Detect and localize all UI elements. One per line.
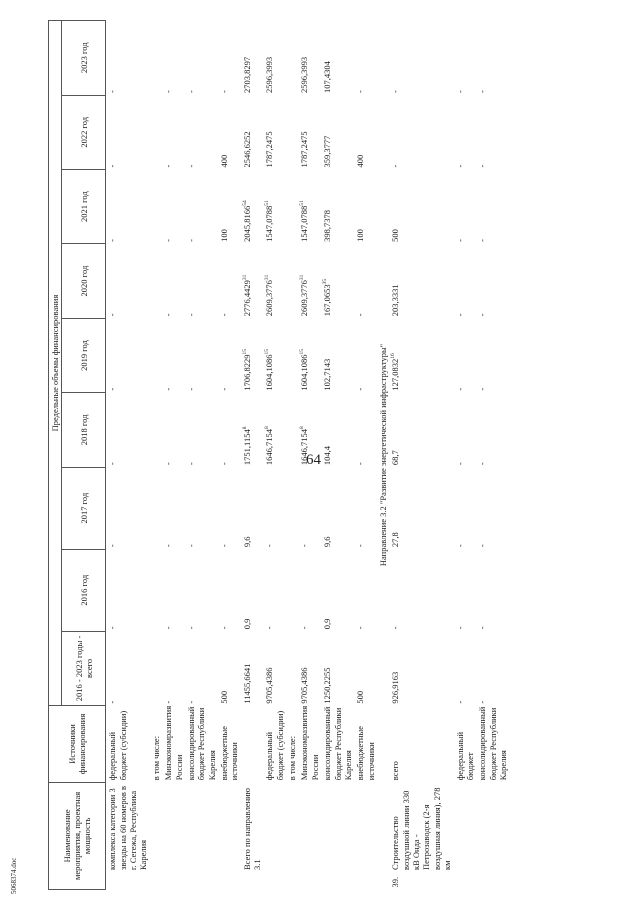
row-value: - (477, 313, 488, 317)
table-body-3-2 (389, 21, 509, 890)
header-year: 2020 год (62, 244, 106, 318)
row-value: - (218, 626, 229, 630)
footnote-ref: 15 (264, 349, 271, 355)
row-number (321, 872, 354, 890)
footnote-ref: 15 (241, 349, 248, 355)
row-total: - (163, 700, 174, 704)
row-value: - (163, 313, 174, 317)
row-value (150, 95, 162, 169)
row-value: 0,9 (322, 618, 333, 630)
row-value (241, 169, 264, 243)
header-limit: Предельные объемы финансирования (49, 21, 62, 706)
row-name (263, 782, 286, 872)
table-body-3-1 (106, 21, 377, 890)
row-value: - (477, 626, 488, 630)
footnote-ref: 31 (241, 274, 248, 281)
row-number (454, 872, 477, 890)
row-value: - (107, 239, 118, 242)
row-number (263, 872, 286, 890)
row-value (286, 318, 298, 392)
row-value: 107,4304 (322, 61, 333, 94)
row-total (150, 631, 162, 705)
row-value: - (163, 544, 174, 548)
row-value (241, 393, 264, 467)
row-value (263, 169, 286, 243)
row-value (298, 318, 321, 392)
row-value: - (355, 387, 366, 391)
row-value: 400 (218, 154, 229, 168)
value-text: 1604,1086 (299, 354, 310, 391)
row-total: 926,9163 (390, 671, 401, 704)
row-name (454, 782, 477, 872)
row-name (321, 782, 354, 872)
header-year: 2021 год (62, 169, 106, 243)
row-number: 39. (390, 876, 401, 888)
row-name (476, 782, 509, 872)
row-name (185, 782, 218, 872)
footnote-ref: 8 (241, 426, 248, 430)
row-value: - (264, 544, 275, 548)
row-number (241, 872, 264, 890)
row-number (218, 872, 241, 890)
row-source: Минэкономразвития России (299, 705, 320, 781)
row-value: - (218, 387, 229, 391)
row-source: консолидированный бюджет Республики Карелия (322, 706, 353, 781)
row-total: 500 (355, 690, 366, 704)
row-value: - (299, 626, 310, 630)
row-value: - (454, 239, 465, 242)
table-row (263, 21, 286, 890)
row-value: - (185, 313, 196, 317)
row-name (150, 782, 162, 872)
row-value: 203,3331 (390, 284, 401, 317)
row-value: - (299, 544, 310, 548)
row-value: 100 (355, 229, 366, 242)
row-value: - (185, 90, 196, 94)
value-text: 1751,1154 (241, 429, 252, 466)
row-value (286, 244, 298, 318)
footnote-ref: 54 (241, 200, 248, 206)
row-name: Всего по направлению 3.1 (241, 787, 263, 870)
row-value (150, 21, 162, 96)
row-name: комплекса категории 3 звезды на 60 номеров в г. Сегежа, Республика Карелия (107, 785, 149, 870)
row-value (286, 95, 298, 169)
rotated-table-page (48, 20, 584, 890)
financing-table (48, 20, 509, 890)
row-value (298, 169, 321, 243)
row-value: - (163, 462, 174, 466)
row-number (286, 872, 298, 890)
row-name (298, 782, 321, 872)
footnote-ref: 15 (299, 349, 306, 355)
row-source: консолидированный бюджет Республики Карелия (185, 706, 217, 781)
row-total: - (107, 700, 118, 704)
header-year: 2023 год (62, 21, 106, 96)
footnote-ref: 8 (299, 426, 306, 429)
value-text: 1646,7154 (264, 428, 275, 466)
value-text: 1547,0788 (299, 205, 310, 242)
row-total: 11455,6641 (241, 663, 252, 704)
row-name: Строительство воздушной линии 330 кВ Онда - Петрозаводск (2-я воздушная линия), 278 км (390, 787, 453, 870)
row-total (286, 631, 298, 705)
section-title: Направление 3.2 "Развитие энергетической инфраструктуры" (377, 343, 388, 567)
row-value (150, 318, 162, 392)
row-value: 27,8 (390, 532, 401, 548)
header-year: 2016 год (62, 549, 106, 631)
table-row (354, 21, 377, 890)
row-source: внебюджетные источники (355, 726, 376, 781)
row-total: - (477, 700, 488, 704)
row-value: - (218, 313, 229, 317)
value-text: 2045,8166 (241, 205, 252, 242)
row-value (286, 549, 298, 631)
row-value: 100 (218, 229, 229, 242)
row-value: 68,7 (390, 450, 401, 466)
row-value (150, 244, 162, 318)
row-number (185, 872, 218, 890)
row-value: - (107, 164, 118, 168)
row-value: - (185, 544, 196, 548)
row-number (476, 872, 509, 890)
footnote-ref: 35 (322, 278, 329, 285)
row-value: - (107, 544, 118, 548)
row-value: 1787,2475 (299, 131, 310, 168)
row-value: - (107, 313, 118, 317)
row-source: в том числе: (150, 735, 161, 781)
row-value: 500 (390, 229, 401, 242)
row-value (286, 467, 298, 549)
row-total: 1250,2255 (322, 667, 333, 704)
row-source: всего (390, 761, 401, 781)
table-row (241, 21, 264, 890)
row-value: - (454, 387, 465, 391)
row-source: федеральный бюджет (субсидии) (264, 710, 285, 781)
row-number (150, 872, 162, 890)
table-row (185, 21, 218, 890)
row-value: 9,6 (322, 536, 333, 548)
row-value: - (477, 462, 488, 466)
row-value: - (185, 462, 196, 466)
row-value (286, 169, 298, 243)
row-value: - (264, 626, 275, 630)
footer-file-name: 5068374.doc (10, 857, 18, 894)
row-name (162, 782, 185, 872)
row-value (150, 549, 162, 631)
footnote-ref: 31 (264, 274, 271, 281)
row-value (298, 393, 321, 467)
table-row (286, 21, 298, 890)
row-value: - (454, 626, 465, 630)
row-value (263, 318, 286, 392)
table-row (150, 21, 162, 890)
header-name: Наименование мероприятия, проектная мощность (49, 782, 106, 889)
table-row (321, 21, 354, 890)
row-value: 2546,6252 (241, 131, 252, 168)
row-value: 2703,8297 (241, 56, 252, 94)
table-row (218, 21, 241, 890)
row-value: - (355, 90, 366, 94)
row-value: - (355, 626, 366, 630)
row-value: 9,6 (241, 536, 252, 548)
row-value: - (477, 239, 488, 242)
row-value: - (355, 544, 366, 548)
row-value: - (107, 90, 118, 94)
value-text: 167,0653 (322, 284, 333, 317)
row-value: - (355, 462, 366, 466)
row-value: 102,7143 (322, 358, 333, 391)
row-value: - (218, 462, 229, 466)
row-value: 359,3777 (322, 135, 333, 168)
value-text: 1547,0788 (264, 205, 275, 242)
table-row (298, 21, 321, 890)
row-source: федеральный бюджет (субсидии) (107, 710, 128, 781)
row-source: в том числе: (287, 735, 298, 781)
row-source (241, 706, 264, 783)
row-total: 500 (218, 690, 229, 704)
row-value: - (477, 387, 488, 391)
row-value: - (390, 90, 401, 94)
row-name (286, 782, 298, 872)
table-row (389, 21, 453, 890)
value-text: 127,0832 (390, 358, 401, 391)
row-total: - (185, 700, 196, 704)
row-source: Минэкономразвития России (163, 705, 184, 781)
row-value: - (185, 387, 196, 391)
row-value (150, 393, 162, 467)
row-total: 9705,4386 (264, 667, 275, 704)
row-value: 398,7378 (322, 209, 333, 242)
value-text: 2609,3776 (264, 280, 275, 317)
row-value (286, 21, 298, 96)
row-value (150, 467, 162, 549)
row-value (389, 318, 453, 392)
header-year: 2022 год (62, 95, 106, 169)
row-value (321, 244, 354, 318)
row-value: 104,4 (322, 445, 333, 466)
row-value: - (163, 90, 174, 94)
row-value: - (185, 164, 196, 168)
header-total: 2016 - 2023 годы - всего (62, 631, 106, 705)
row-source: внебюджетные источники (218, 726, 240, 781)
row-number (298, 872, 321, 890)
row-source: консолидированный бюджет Республики Карелия (477, 706, 508, 781)
row-value: - (218, 90, 229, 94)
row-value: - (454, 164, 465, 168)
page-number: 64 (306, 452, 321, 468)
footnote-ref: 51 (299, 200, 306, 206)
footnote-ref: 16 (390, 353, 397, 359)
row-value: - (390, 164, 401, 168)
row-value: - (454, 90, 465, 94)
row-total: 9705,4386 (299, 667, 310, 704)
row-value: - (454, 313, 465, 317)
row-value: - (454, 544, 465, 548)
row-total: - (454, 700, 465, 704)
row-name (218, 782, 241, 872)
row-value: 0,9 (241, 618, 252, 630)
row-value: 2596,3993 (264, 56, 275, 94)
row-value (150, 169, 162, 243)
row-value: - (107, 387, 118, 391)
row-value: - (355, 313, 366, 317)
value-text: 1646,7154 (299, 428, 310, 466)
table-row (454, 21, 477, 890)
row-value: 2596,3993 (299, 56, 310, 94)
header-year: 2017 год (62, 467, 106, 549)
row-number (106, 872, 150, 890)
row-value: - (218, 544, 229, 548)
row-value: - (185, 239, 196, 242)
row-value: - (477, 544, 488, 548)
header-year: 2019 год (62, 318, 106, 392)
table-row (106, 21, 150, 890)
footnote-ref: 51 (264, 200, 271, 206)
row-source: федеральный бюджет (454, 731, 475, 781)
row-value: 400 (355, 154, 366, 168)
row-value: - (107, 462, 118, 466)
value-text: 1706,8229 (241, 354, 252, 391)
row-number (354, 872, 377, 890)
value-text: 2776,4429 (241, 280, 252, 317)
footnote-ref: 8 (264, 426, 271, 429)
row-value (286, 393, 298, 467)
row-value: - (107, 626, 118, 630)
row-value: - (163, 239, 174, 242)
row-value (241, 244, 264, 318)
row-name (354, 782, 377, 872)
footnote-ref: 31 (299, 274, 306, 281)
value-text: 1604,1086 (264, 354, 275, 391)
row-value: - (163, 164, 174, 168)
row-value: - (163, 387, 174, 391)
row-value: - (477, 90, 488, 94)
row-value (298, 244, 321, 318)
table-row (162, 21, 185, 890)
header-source: Источники финансирования (49, 706, 106, 783)
header-year: 2018 год (62, 393, 106, 467)
row-value: 1787,2475 (264, 131, 275, 168)
table-row (476, 21, 509, 890)
row-number (162, 872, 185, 890)
row-value: - (390, 626, 401, 630)
row-value (263, 244, 286, 318)
row-value (263, 393, 286, 467)
row-value: - (477, 164, 488, 168)
row-value: - (163, 626, 174, 630)
row-value (241, 318, 264, 392)
value-text: 2609,3776 (299, 280, 310, 317)
row-value: - (185, 626, 196, 630)
row-value: - (454, 462, 465, 466)
